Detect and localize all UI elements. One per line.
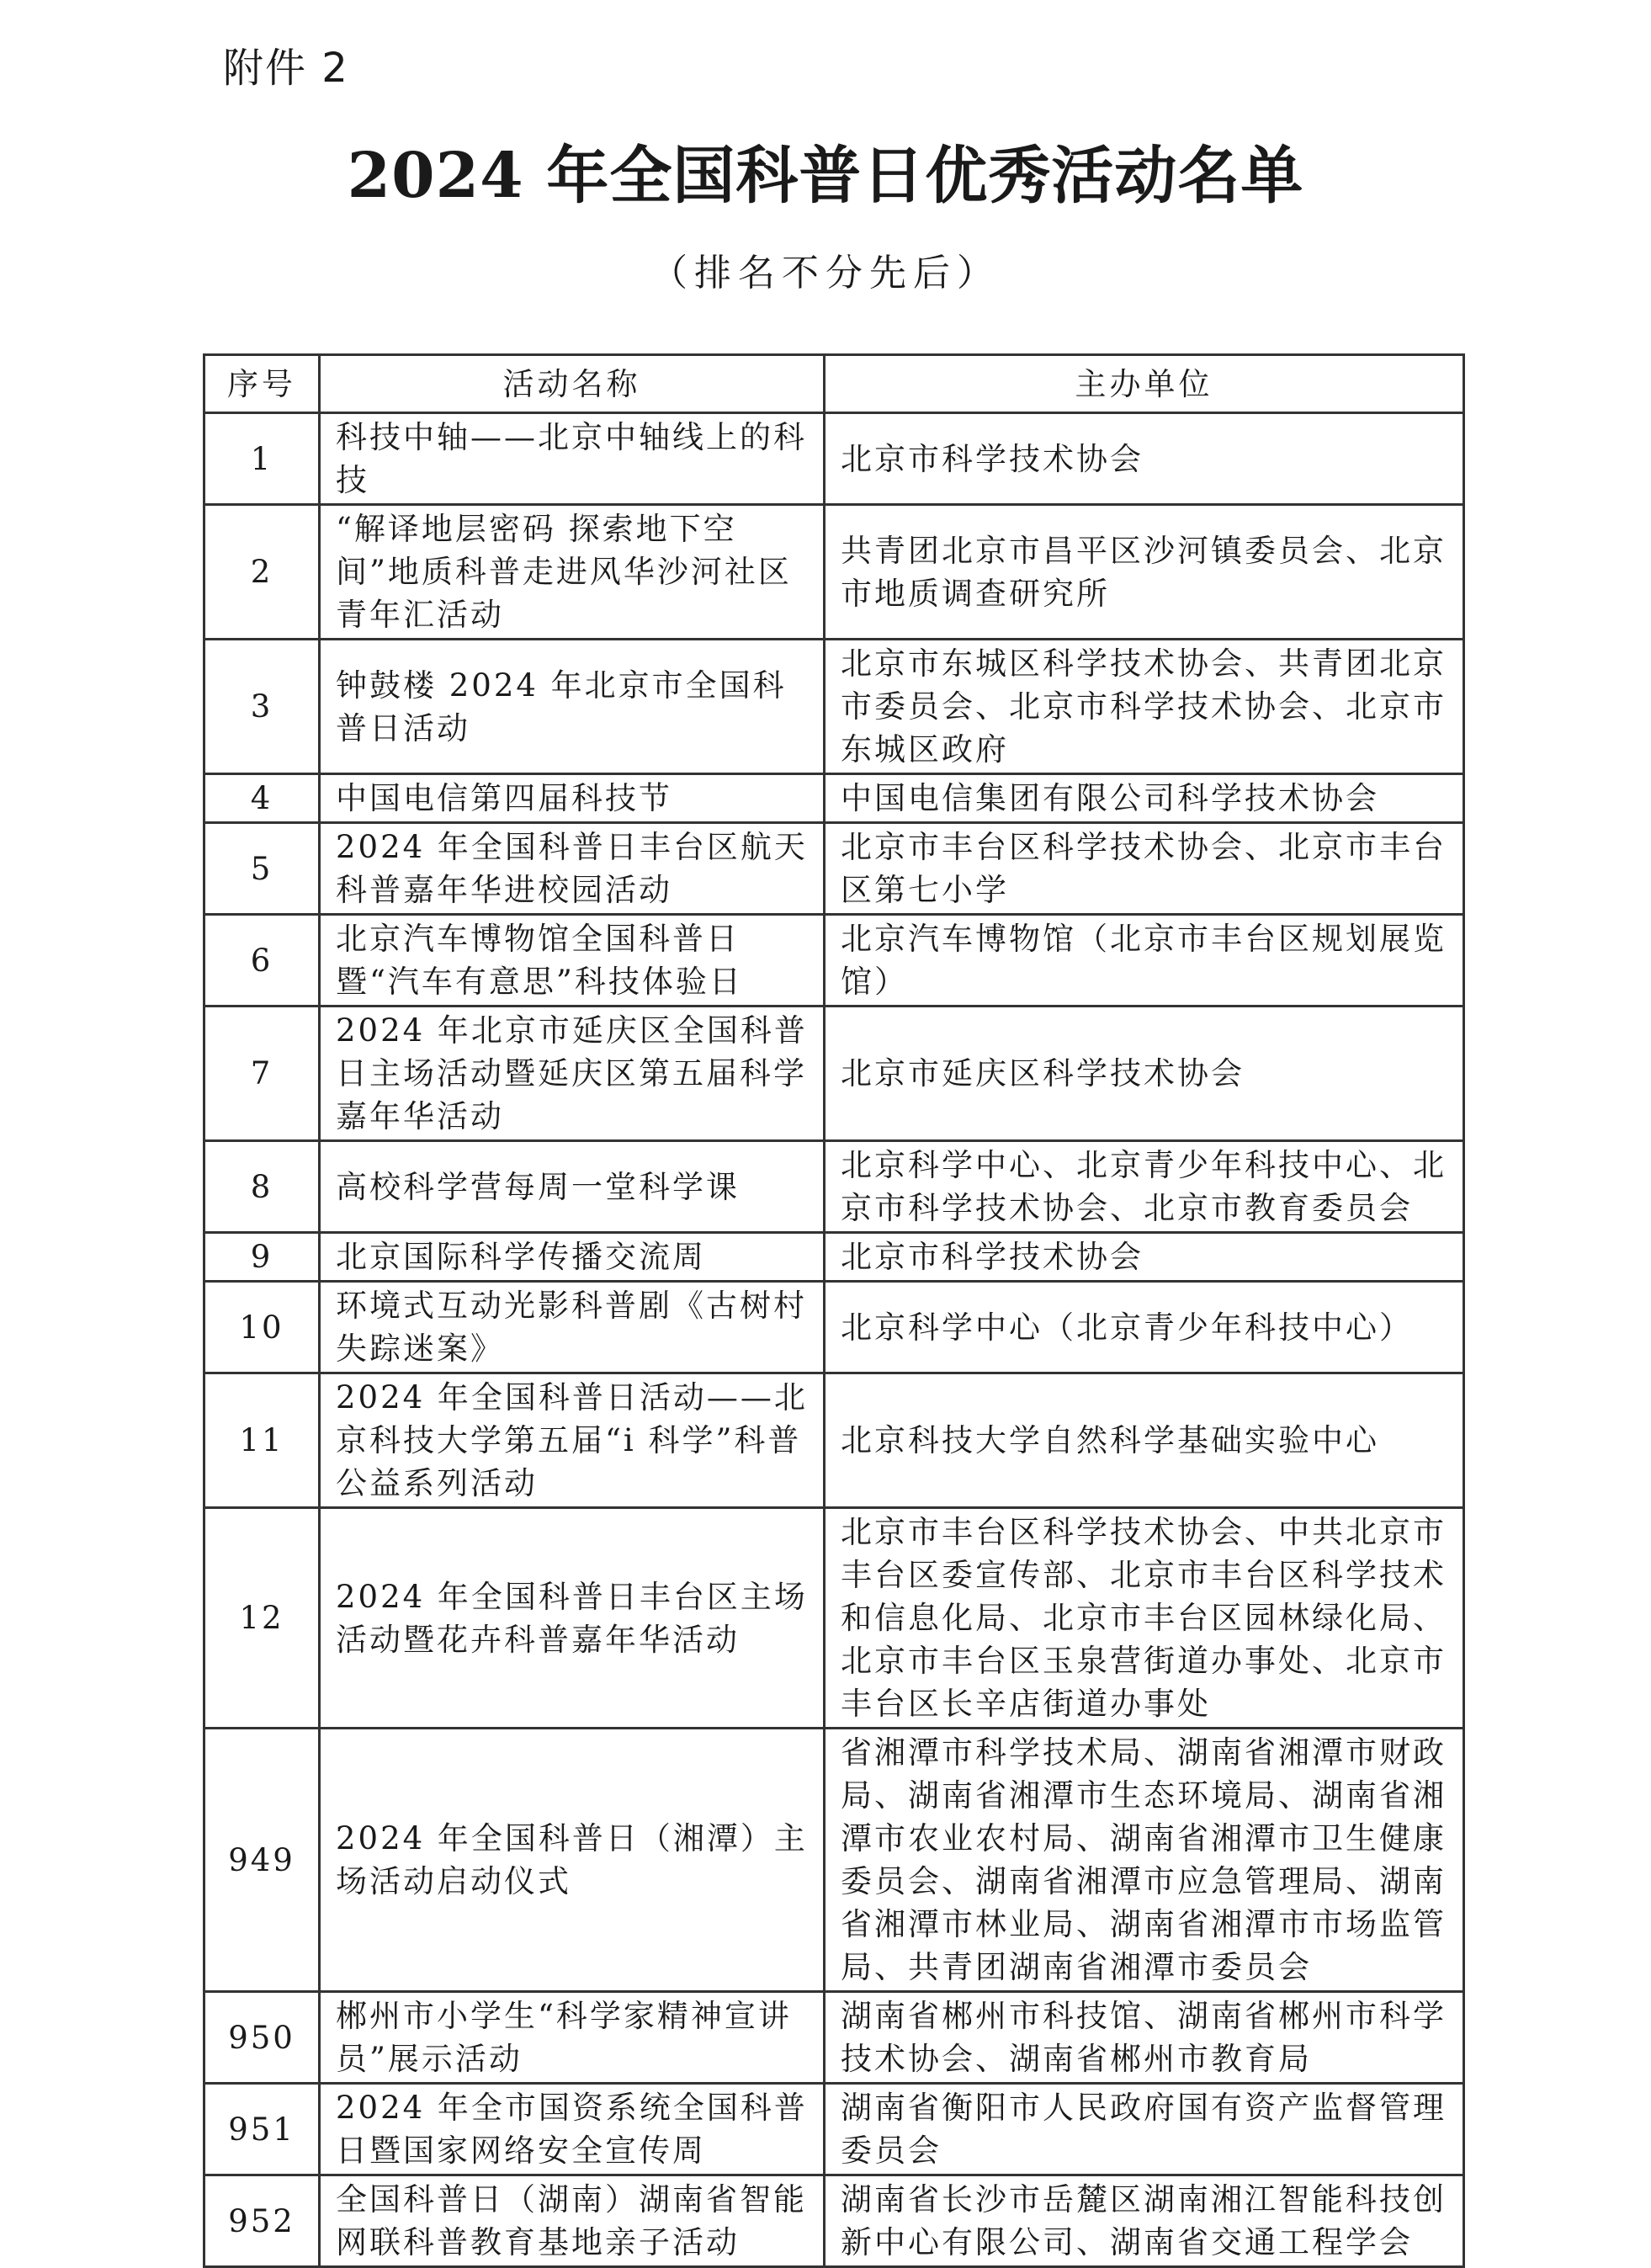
column-header-number: 序号 xyxy=(204,355,320,413)
organizer-cell: 湖南省郴州市科技馆、湖南省郴州市科学技术协会、湖南省郴州市教育局 xyxy=(825,1992,1464,2084)
table-row xyxy=(204,2175,1464,2267)
activity-name-cell: 北京汽车博物馆全国科普日暨“汽车有意思”科技体验日 xyxy=(320,915,825,1007)
activity-table-container xyxy=(203,353,1463,2260)
table-row xyxy=(204,1373,1464,1508)
activity-name-cell: 北京国际科学传播交流周 xyxy=(320,1233,825,1282)
column-header-organizer: 主办单位 xyxy=(825,355,1464,413)
table-row xyxy=(204,1729,1464,1992)
document-title: 2024 年全国科普日优秀活动名单 xyxy=(347,140,1304,212)
organizer-cell: 北京市科学技术协会 xyxy=(825,413,1464,505)
row-number-cell: 951 xyxy=(204,2084,320,2175)
table-header-row xyxy=(204,355,1464,413)
table-row xyxy=(204,413,1464,505)
organizer-cell: 北京市东城区科学技术协会、共青团北京市委员会、北京市科学技术协会、北京市东城区政府 xyxy=(825,640,1464,774)
activity-name-cell: 2024 年全国科普日丰台区航天科普嘉年华进校园活动 xyxy=(320,823,825,915)
row-number-cell: 10 xyxy=(204,1282,320,1373)
row-number-cell: 11 xyxy=(204,1373,320,1508)
activity-name-cell: 环境式互动光影科普剧《古树村失踪迷案》 xyxy=(320,1282,825,1373)
table-row xyxy=(204,640,1464,774)
activity-table xyxy=(203,353,1465,2268)
organizer-cell: 北京市延庆区科学技术协会 xyxy=(825,1007,1464,1141)
organizer-cell: 共青团北京市昌平区沙河镇委员会、北京市地质调查研究所 xyxy=(825,505,1464,640)
row-number-cell: 5 xyxy=(204,823,320,915)
organizer-cell: 北京市科学技术协会 xyxy=(825,1233,1464,1282)
organizer-cell: 湖南省长沙市岳麓区湖南湘江智能科技创新中心有限公司、湖南省交通工程学会 xyxy=(825,2175,1464,2267)
activity-name-cell: 钟鼓楼 2024 年北京市全国科普日活动 xyxy=(320,640,825,774)
row-number-cell: 2 xyxy=(204,505,320,640)
organizer-cell: 北京市丰台区科学技术协会、中共北京市丰台区委宣传部、北京市丰台区科学技术和信息化局、北京市丰台区园林绿化局、北京市丰台区玉泉营街道办事处、北京市丰台区长辛店街道办事处 xyxy=(825,1508,1464,1729)
row-number-cell: 12 xyxy=(204,1508,320,1729)
table-row xyxy=(204,505,1464,640)
table-row xyxy=(204,1282,1464,1373)
organizer-cell: 省湘潭市科学技术局、湖南省湘潭市财政局、湖南省湘潭市生态环境局、湖南省湘潭市农业农村局、湖南省湘潭市卫生健康委员会、湖南省湘潭市应急管理局、湖南省湘潭市林业局、湖南省湘潭市市场监管局、共青团湖南省湘潭市委员会 xyxy=(825,1729,1464,1992)
activity-name-cell: 中国电信第四届科技节 xyxy=(320,774,825,823)
activity-name-cell: 2024 年北京市延庆区全国科普日主场活动暨延庆区第五届科学嘉年华活动 xyxy=(320,1007,825,1141)
activity-name-cell: 2024 年全国科普日（湘潭）主场活动启动仪式 xyxy=(320,1729,825,1992)
document-subtitle: （排名不分先后） xyxy=(650,252,1001,295)
activity-name-cell: 高校科学营每周一堂科学课 xyxy=(320,1141,825,1233)
table-row xyxy=(204,774,1464,823)
row-number-cell: 3 xyxy=(204,640,320,774)
table-row xyxy=(204,1007,1464,1141)
column-header-activity: 活动名称 xyxy=(320,355,825,413)
activity-name-cell: 2024 年全市国资系统全国科普日暨国家网络安全宣传周 xyxy=(320,2084,825,2175)
attachment-label: 附件 2 xyxy=(223,45,349,92)
organizer-cell: 湖南省衡阳市人民政府国有资产监督管理委员会 xyxy=(825,2084,1464,2175)
activity-name-cell: 2024 年全国科普日丰台区主场活动暨花卉科普嘉年华活动 xyxy=(320,1508,825,1729)
table-row xyxy=(204,2084,1464,2175)
table-row xyxy=(204,1508,1464,1729)
activity-name-cell: 全国科普日（湖南）湖南省智能网联科普教育基地亲子活动 xyxy=(320,2175,825,2267)
organizer-cell: 北京市丰台区科学技术协会、北京市丰台区第七小学 xyxy=(825,823,1464,915)
activity-name-cell: 2024 年全国科普日活动——北京科技大学第五届“i 科学”科普公益系列活动 xyxy=(320,1373,825,1508)
activity-name-cell: “解译地层密码 探索地下空间”地质科普走进风华沙河社区青年汇活动 xyxy=(320,505,825,640)
row-number-cell: 1 xyxy=(204,413,320,505)
organizer-cell: 北京汽车博物馆（北京市丰台区规划展览馆） xyxy=(825,915,1464,1007)
organizer-cell: 中国电信集团有限公司科学技术协会 xyxy=(825,774,1464,823)
row-number-cell: 6 xyxy=(204,915,320,1007)
table-row xyxy=(204,1992,1464,2084)
table-row xyxy=(204,823,1464,915)
table-row xyxy=(204,1233,1464,1282)
row-number-cell: 8 xyxy=(204,1141,320,1233)
row-number-cell: 950 xyxy=(204,1992,320,2084)
organizer-cell: 北京科学中心（北京青少年科技中心） xyxy=(825,1282,1464,1373)
row-number-cell: 7 xyxy=(204,1007,320,1141)
table-row xyxy=(204,1141,1464,1233)
organizer-cell: 北京科技大学自然科学基础实验中心 xyxy=(825,1373,1464,1508)
activity-name-cell: 科技中轴——北京中轴线上的科技 xyxy=(320,413,825,505)
table-row xyxy=(204,915,1464,1007)
row-number-cell: 949 xyxy=(204,1729,320,1992)
row-number-cell: 952 xyxy=(204,2175,320,2267)
organizer-cell: 北京科学中心、北京青少年科技中心、北京市科学技术协会、北京市教育委员会 xyxy=(825,1141,1464,1233)
row-number-cell: 4 xyxy=(204,774,320,823)
row-number-cell: 9 xyxy=(204,1233,320,1282)
activity-name-cell: 郴州市小学生“科学家精神宣讲员”展示活动 xyxy=(320,1992,825,2084)
